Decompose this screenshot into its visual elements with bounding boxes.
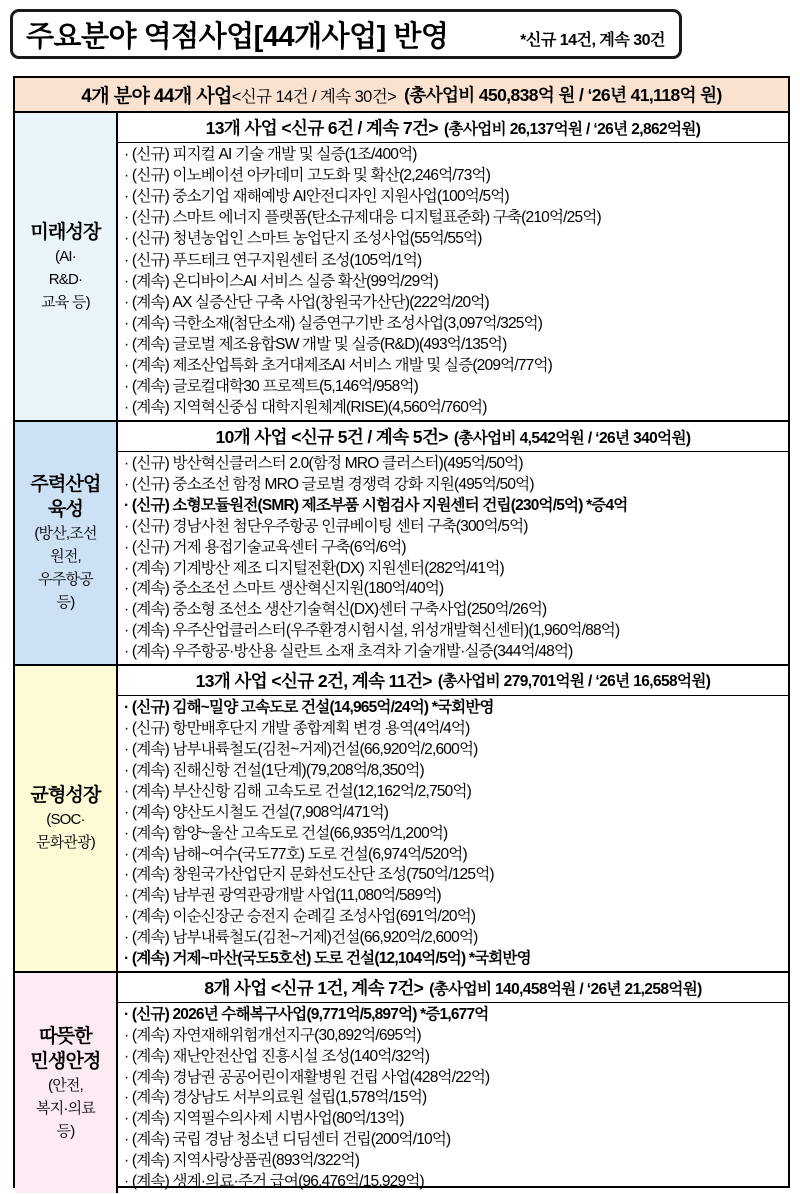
project-item: · (계속) 글로벌 제조융합SW 개발 및 실증(R&D)(493억/135억) [124, 335, 784, 355]
section-body [118, 666, 788, 971]
section-count: 13개 사업 <신규 6건 / 계속 7건> [205, 118, 438, 138]
section-name-line: 주력산업 [30, 474, 101, 496]
project-item: · (신규) 2026년 수해복구사업(9,771억/5,897억) *증1,677억 [124, 1005, 784, 1025]
section-row [15, 971, 788, 1193]
project-item: · (계속) 경상남도 서부의료원 설립(1,578억/15억) [124, 1088, 784, 1108]
section-header [118, 113, 788, 143]
project-item: · (계속) 우주항공·방산용 실란트 소재 초격차 기술개발·실증(344억/48억) [124, 642, 784, 662]
section-body [118, 422, 788, 664]
project-item: · (계속) 자연재해위험개선지구(30,892억/695억) [124, 1026, 784, 1046]
project-item: · (계속) 창원국가산업단지 문화선도산단 조성(750억/125억) [124, 865, 784, 885]
project-item: · (계속) 기계방산 제조 디지털전환(DX) 지원센터(282억/41억) [124, 559, 784, 579]
section-count: 10개 사업 <신규 5건 / 계속 5건> [215, 427, 448, 448]
section-name-line: 육성 [47, 499, 84, 521]
project-item: · (계속) 남부권 광역관광개발 사업(11,080억/589억) [124, 886, 784, 906]
page-title: 주요분야 역점사업[44개사업] 반영 [26, 20, 449, 53]
project-item: · (계속) 경남권 공공어린이재활병원 건립 사업(428억/22억) [124, 1068, 784, 1088]
project-item: · (계속) 남부내륙철도(김천~거제)건설(66,920억/2,600억) [124, 928, 784, 948]
project-item: · (계속) 글로컬대학30 프로젝트(5,146억/958억) [124, 377, 784, 397]
section-subtitle-line: (방산,조선 [34, 525, 97, 543]
project-item: · (계속) 지역사랑상품권(893억/322억) [124, 1151, 784, 1171]
section-items [118, 696, 788, 971]
project-item: · (계속) 온디바이스AI 서비스 실증 확산(99억/29억) [124, 272, 784, 292]
summary-budget: (총사업비 450,838억 원 / ‘26년 41,118억 원) [404, 85, 722, 105]
section-row [15, 420, 788, 664]
section-body [118, 113, 788, 420]
section-subtitle-line: 문화관광) [36, 834, 95, 852]
project-item: · (계속) 양산도시철도 건설(7,908억/471억) [124, 803, 784, 823]
section-subtitle-line: R&D· [48, 270, 83, 288]
project-item: · (계속) 이순신장군 승전지 순례길 조성사업(691억/20억) [124, 907, 784, 927]
section-label [15, 666, 118, 971]
section-header [118, 666, 788, 696]
section-label [15, 422, 118, 664]
project-item: · (계속) 지역필수의사제 시범사업(80억/13억) [124, 1109, 784, 1129]
section-subtitle-line: (안전, [48, 1076, 83, 1094]
project-item: · (신규) 방산혁신클러스터 2.0(함정 MRO 클러스터)(495억/50억) [124, 454, 784, 474]
project-item: · (계속) 거제~마산(국도5호선) 도로 건설(12,104억/5억) *국회반영 [124, 949, 784, 969]
project-item: · (계속) 지역혁신중심 대학지원체계(RISE)(4,560억/760억) [124, 398, 784, 418]
section-subtitle-line: (SOC· [46, 811, 85, 829]
section-budget: (총사업비 140,458억원 / ‘26년 21,258억원) [429, 980, 702, 998]
sections [15, 113, 788, 1193]
project-item: · (계속) 재난안전산업 진흥시설 조성(140억/32억) [124, 1047, 784, 1067]
project-item: · (계속) 중소형 조선소 생산기술혁신(DX)센터 구축사업(250억/26억) [124, 600, 784, 620]
section-name-line: 따뜻한 [39, 1025, 92, 1047]
project-item: · (신규) 소형모듈원전(SMR) 제조부품 시험검사 지원센터 건립(230억/5억) *증4억 [124, 496, 784, 516]
summary-count: <신규 14건 / 계속 30건> [231, 87, 397, 106]
section-budget: (총사업비 279,701억원 / ‘26년 16,658억원) [437, 673, 711, 691]
section-subtitle-line: 교육 등) [41, 293, 90, 311]
project-item: · (계속) 중소조선 스마트 생산혁신지원(180억/40억) [124, 579, 784, 599]
section-subtitle-line: 등) [56, 1122, 75, 1140]
section-row [15, 113, 788, 420]
project-item: · (신규) 이노베이션 아카데미 고도화 및 확산(2,246억/73억) [124, 166, 784, 186]
section-name-line: 민생안정 [30, 1050, 101, 1072]
section-subtitle-line: 원전, [50, 548, 81, 566]
project-item: · (신규) 중소기업 재해예방 AI안전디자인 지원사업(100억/5억) [124, 187, 784, 207]
projects-table [13, 76, 790, 1188]
section-subtitle-line: (AI· [55, 247, 76, 265]
project-item: · (계속) 국립 경남 청소년 디딤센터 건립(200억/10억) [124, 1130, 784, 1150]
project-item: · (계속) 제조산업특화 초거대제조AI 서비스 개발 및 실증(209억/77억) [124, 356, 784, 376]
section-items [118, 143, 788, 420]
project-item: · (계속) 생계·의료·주거 급여(96,476억/15,929억) [124, 1172, 784, 1192]
project-item: · (계속) 함양~울산 고속도로 건설(66,935억/1,200억) [124, 824, 784, 844]
summary-lead: 4개 분야 44개 사업 [81, 86, 232, 107]
section-items [118, 1003, 788, 1193]
section-label [15, 973, 118, 1193]
title-note: *신규 14건, 계속 30건 [520, 31, 665, 49]
section-budget: (총사업비 26,137억원 / ‘26년 2,862억원) [444, 120, 701, 138]
summary-row [15, 78, 788, 113]
project-item: · (신규) 김해~밀양 고속도로 건설(14,965억/24억) *국회반영 [124, 698, 784, 718]
section-subtitle-line: 우주항공 [38, 571, 93, 589]
project-item: · (신규) 경남사천 첨단우주항공 인큐베이팅 센터 구축(300억/5억) [124, 517, 784, 537]
section-header [118, 422, 788, 452]
project-item: · (신규) 피지컬 AI 기술 개발 및 실증(1조/400억) [124, 145, 784, 165]
section-body [118, 973, 788, 1193]
section-count: 13개 사업 <신규 2건, 계속 11건> [195, 670, 432, 691]
section-subtitle-line: 등) [56, 594, 75, 612]
project-item: · (계속) 진해신항 건설(1단계)(79,208억/8,350억) [124, 761, 784, 781]
project-item: · (계속) 부산신항 김해 고속도로 건설(12,162억/2,750억) [124, 782, 784, 802]
project-item: · (신규) 항만배후단지 개발 종합계획 변경 용역(4억/4억) [124, 719, 784, 739]
project-item: · (계속) 극한소재(첨단소재) 실증연구기반 조성사업(3,097억/325억) [124, 314, 784, 334]
project-item: · (신규) 중소조선 함정 MRO 글로벌 경쟁력 강화 지원(495억/50억) [124, 475, 784, 495]
title-box [10, 9, 682, 59]
project-item: · (계속) 남해~여수(국도77호) 도로 건설(6,974억/520억) [124, 845, 784, 865]
section-items [118, 452, 788, 664]
section-count: 8개 사업 <신규 1건, 계속 7건> [204, 978, 424, 999]
section-header [118, 973, 788, 1003]
section-name-line: 미래성장 [30, 221, 101, 243]
section-row [15, 664, 788, 971]
project-item: · (계속) 남부내륙철도(김천~거제)건설(66,920억/2,600억) [124, 740, 784, 760]
project-item: · (계속) AX 실증산단 구축 사업(창원국가산단)(222억/20억) [124, 293, 784, 313]
section-budget: (총사업비 4,542억원 / ‘26년 340억원) [453, 429, 691, 447]
project-item: · (계속) 우주산업클러스터(우주환경시험시설, 위성개발혁신센터)(1,960억/88억) [124, 621, 784, 641]
project-item: · (신규) 청년농업인 스마트 농업단지 조성사업(55억/55억) [124, 229, 784, 249]
project-item: · (신규) 거제 용접기술교육센터 구축(6억/6억) [124, 538, 784, 558]
section-subtitle-line: 복지·의료 [36, 1099, 95, 1117]
section-name-line: 균형성장 [30, 785, 101, 807]
project-item: · (신규) 푸드테크 연구지원센터 조성(105억/1억) [124, 251, 784, 271]
project-item: · (신규) 스마트 에너지 플랫폼(탄소규제대응 디지털표준화) 구축(210억/25억) [124, 208, 784, 228]
section-label [15, 113, 118, 420]
